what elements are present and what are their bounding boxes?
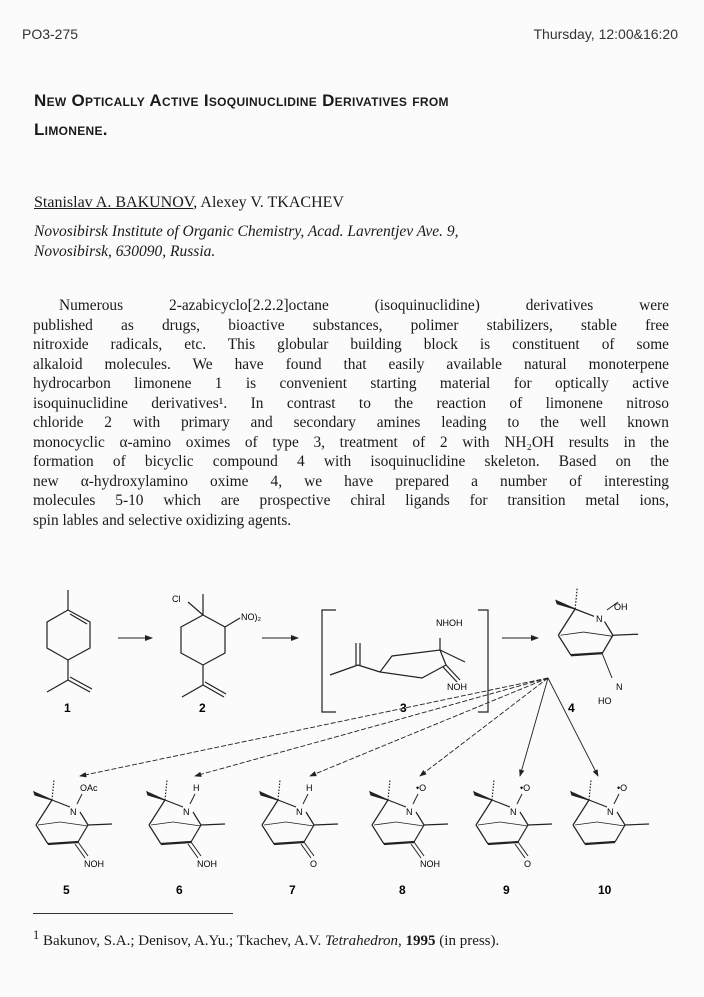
abstract-line: nitroxide radicals, etc. This globular building block is constituent of some (33, 336, 669, 353)
abstract-line: molecules 5-10 which are prospective chiral ligands for transition metal ions, (33, 492, 669, 509)
title-line-1: New Optically Active Isoquinuclidine Derivatives from (34, 91, 449, 110)
n-substituent-label: •O (617, 783, 628, 793)
compound-7-structure (260, 780, 338, 897)
nitrogen-label: N (406, 807, 413, 817)
footnote-mark: 1 (33, 928, 40, 942)
carbon-3-substituent-label: NOH (420, 859, 440, 869)
reaction-scheme (0, 580, 704, 910)
carbon-3-substituent-label: NOH (84, 859, 104, 869)
n-substituent-label: •O (520, 783, 531, 793)
abstract-line: hydrocarbon limonene 1 is convenient starting material for optically active (33, 375, 669, 392)
n-substituent-label: H (193, 783, 200, 793)
compound-9-structure (474, 780, 552, 897)
coauthors: , Alexey V. TKACHEV (193, 194, 344, 211)
reaction-arrow-to-8 (420, 678, 548, 776)
nitrogen-label: N (596, 614, 603, 624)
oxime-n-label: N (616, 682, 623, 692)
compound-8-structure (370, 780, 448, 897)
compound-10-structure (571, 780, 649, 897)
n-substituent-label: •O (416, 783, 427, 793)
affiliation-line-1: Novosibirsk Institute of Organic Chemistry, Acad. Lavrentjev Ave. 9, (34, 223, 459, 240)
oxime-bond (602, 653, 612, 678)
carbon-3-substituent-label: O (310, 859, 318, 869)
compound-6-structure (147, 780, 225, 897)
authors (34, 194, 344, 212)
compound-label-6: 6 (176, 883, 183, 897)
affiliation (34, 222, 458, 262)
oxime-label: NOH (447, 682, 467, 692)
abstract-line: formation of bicyclic compound 4 with isoquinuclidine skeleton. Based on the (33, 453, 669, 470)
compound-label-2: 2 (199, 701, 206, 715)
reaction-arrow-to-7 (310, 678, 548, 776)
nitrogen-label: N (510, 807, 517, 817)
reaction-arrow-to-6 (195, 678, 548, 776)
affiliation-line-2: Novosibirsk, 630090, Russia. (34, 243, 216, 260)
compound-3-structure (322, 610, 488, 712)
reaction-arrow-to-9 (520, 678, 548, 776)
nitrogen-label: N (607, 807, 614, 817)
abstract-line: isoquinuclidine derivatives¹. In contrast to the reaction of limonene nitroso (33, 394, 669, 412)
compound-label-4: 4 (568, 701, 575, 715)
nitrogen-label: N (183, 807, 190, 817)
compound-label-1: 1 (64, 701, 71, 715)
footnote: $^1$ Bakunov, S.A.; Denisov, A.Yu.; Tkachev, A.V. Tetrahedron, 1995 (in press). (33, 928, 500, 949)
poster-code: PO3-275 (22, 26, 79, 42)
reaction-arrow-to-10 (548, 678, 598, 776)
paper-title (34, 86, 674, 144)
abstract-line: Numerous 2-azabicyclo[2.2.2]octane (isoquinuclidine) derivatives were (59, 297, 669, 314)
footnote-authors: Bakunov, S.A.; Denisov, A.Yu.; Tkachev, A.V. (39, 933, 325, 949)
hydroxy-label: OH (614, 602, 628, 612)
abstract-line: monocyclic α-amino oximes of type 3, treatment of 2 with NH₂OH results in the (33, 433, 669, 451)
compound-label-5: 5 (63, 883, 70, 897)
carbon-3-substituent-label: NOH (197, 859, 217, 869)
abstract-line: alkaloid molecules. We have found that easily available natural monoterpene (33, 355, 669, 373)
compound-label-9: 9 (503, 883, 510, 897)
reaction-arrow-to-5 (80, 678, 548, 776)
compound-1-structure (47, 590, 92, 692)
oxime-ho-label: HO (598, 696, 612, 706)
compound-label-8: 8 (399, 883, 406, 897)
footnote-year: 1995 (405, 933, 436, 949)
footnote-status: (in press). (435, 933, 500, 949)
abstract-line: new α-hydroxylamino oxime 4, we have prepared a number of interesting (33, 472, 669, 490)
carbon-3-substituent-label: O (524, 859, 532, 869)
session-time: Thursday, 12:00&16:20 (533, 26, 678, 42)
presenting-author: Stanislav A. BAKUNOV (34, 194, 194, 211)
abstract-line: spin lables and selective oxidizing agents. (33, 511, 292, 529)
abstract-line: published as drugs, bioactive substances, polimer stabilizers, stable free (33, 316, 669, 334)
footnote-journal: Tetrahedron (324, 933, 399, 949)
compound-label-3: 3 (400, 701, 407, 715)
abstract-line: chloride 2 with primary and secondary amines leading to the well known (33, 414, 669, 431)
compound-5-structure (34, 780, 112, 897)
n-substituent-label: OAc (80, 783, 98, 793)
chlorine-label: Cl (172, 594, 181, 604)
compound-label-7: 7 (289, 883, 296, 897)
title-line-2: Limonene. (34, 120, 108, 139)
abstract-text (33, 296, 669, 530)
compound-label-10: 10 (598, 883, 612, 897)
nitrogen-label: N (296, 807, 303, 817)
nitroso-label: NO)₂ (241, 612, 261, 622)
footnote-divider (33, 913, 233, 914)
nitrogen-label: N (70, 807, 77, 817)
hydroxylamino-label: NHOH (436, 618, 463, 628)
n-substituent-label: H (306, 783, 313, 793)
compound-2-structure (181, 594, 240, 697)
